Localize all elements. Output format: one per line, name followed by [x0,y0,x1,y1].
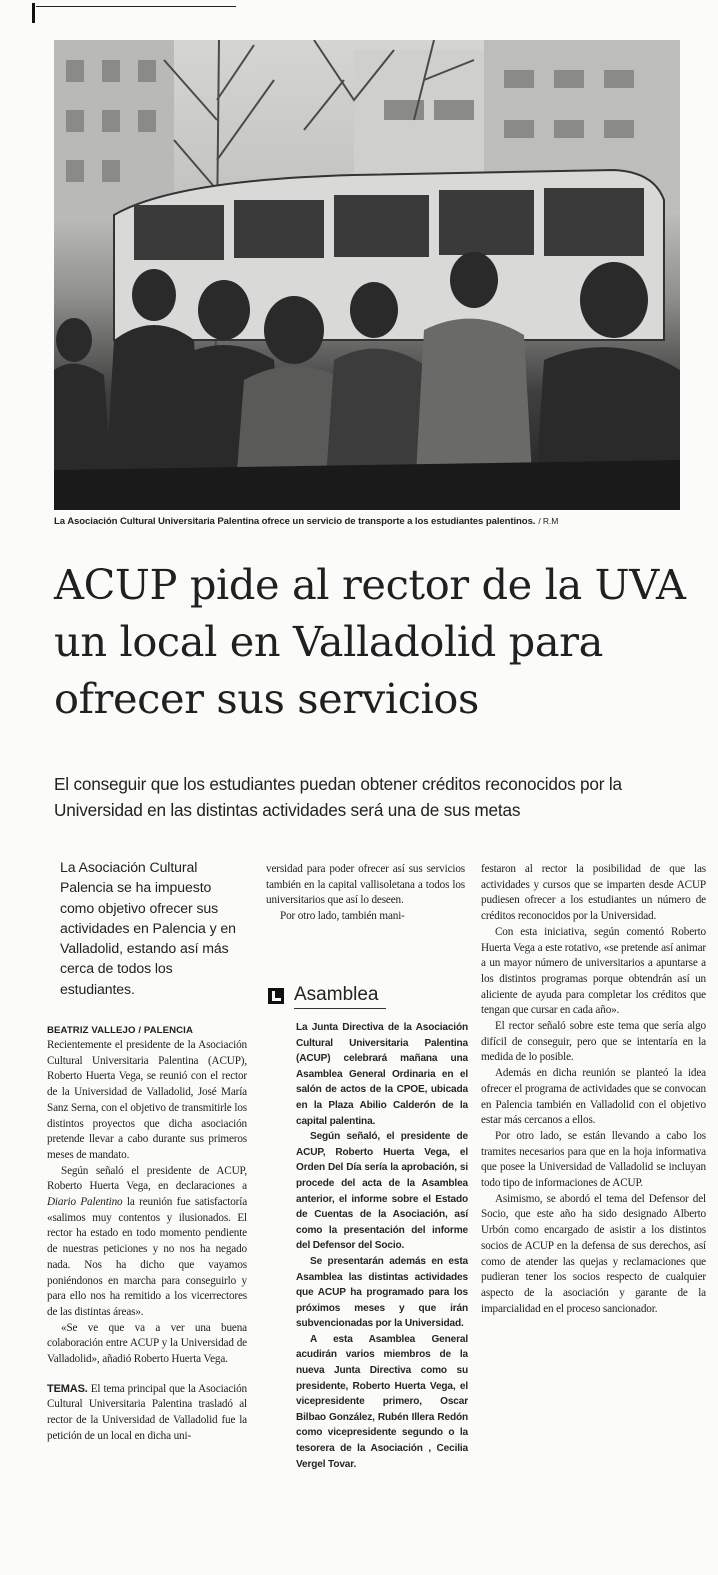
col1-paragraph-3: «Se ve que va a ver una buena colaboración entre ACUP y la Universidad de Valladolid», añadió Roberto Huerta Vega. [47,1321,247,1366]
lead-paragraph: La Asociación Cultural Palencia se ha impuesto como objetivo ofrecer sus actividades en Palencia y en Valladolid, estando así más cerca de todos los estudiantes. [60,859,236,997]
sidebar-box-rule [294,1008,386,1009]
col1-p2-end: la reunión fue satisfactoría «salimos muy contentos y ilusionados. El rector ha estado en todo momento pendiente de nuestras peticiones y no nos ha negado nada. Nos ha dicho que vayamos poniéndonos en marcha para conseguirlo y para ello nos ha remitido a los vicerrectores de las distintas áreas». [47,1196,248,1318]
headline: ACUP pide al rector de la UVA un local en Valladolid para ofrecer sus servicios [54,560,686,723]
column-3 [481,862,706,1317]
col2-paragraph-1: versidad para poder ofrecer así sus servicios también en la capital vallisoletana a todos los universitarios que así lo deseen. [266,863,465,907]
photo-credit: / R.M [538,516,559,526]
box-paragraph-3: Se presentarán además en esta Asamblea las distintas actividades que ACUP ha programado para los próximos meses y que irán subvencionadas por la Universidad. [296,1255,468,1330]
sidebar-box-body [296,1020,468,1472]
col3-paragraph-4: Además en dicha reunión se planteó la idea ofrecer el programa de actividades que se convocan en Palencia también en Valladolid con el objetivo estar más cercanos a ellos. [481,1067,706,1127]
temas-label: TEMAS. [47,1382,88,1395]
box-paragraph-1: La Junta Directiva de la Asociación Cultural Universitaria Palentina (ACUP) celebrará mañana una Asamblea General Ordinaria en el salón de actos de la CPOE, ubicada en la Plaza Abilio Calderón de la capital palentina. [296,1022,468,1127]
box-paragraph-4: A esta Asamblea General acudirán varios miembros de la nueva Junta Directiva como su presidente, Roberto Huerta Vega, el vicepresidente primero, Oscar Bilbao González, Rubén Illera Redón como vicepresidente segundo o la tesorera de la Asociación , Cecilia Vergel Tovar. [296,1333,468,1470]
col3-paragraph-1: festaron al rector la posibilidad de que las actividades y cursos que se imparten desde ACUP pudiesen ofrecer a los estudiantes un número de créditos reconocidos por la Universidad. [481,863,706,923]
temas-text: El tema principal que la Asociación Cultural Universitaria Palentina trasladó al rector de la Universidad de Valladolid fue la petición de un local en dicha uni- [47,1382,247,1442]
col1-paragraph-1: Recientemente el presidente de la Asociación Cultural Universitaria Palentina (ACUP), Roberto Huerta Vega, se reunió con el rector de la Universidad de Valladolid, José María Sanz Serna, con el objetivo de transmitirle los distintos proyectos que dicha asociación pretende llevar a cabo durante sus primeros meses de mandato. [47,1039,247,1161]
clipping-edge-mark [32,3,35,23]
col2-paragraph-2: Por otro lado, también mani- [280,910,405,923]
col3-paragraph-2: Con esta iniciativa, según comentó Roberto Huerta Vega a este rotativo, «se pretende así animar a un mayor número de universitarios a apuntarse a los distintos programas porque obtendrán así un aliciente de ayuda para completar los créditos que tengan que cursar en cada año». [481,925,706,1017]
byline: BEATRIZ VALLEJO / PALENCIA [47,1025,193,1036]
col1-paragraph-2 [47,1164,247,1321]
box-paragraph-2: Según señaló, el presidente de ACUP, Roberto Huerta Vega, el Orden Del Día sería la aprobación, si procede del acta de la Asamblea anterior, el informe sobre el Estado de Cuentas de la Asociación, así como la presentación del informe del Defensor del Socio. [296,1131,468,1252]
col3-paragraph-5: Por otro lado, se están llevando a cabo los tramites necesarios para que en la hoja informativa que posee la Universidad de Valladolid se incluyan todo tipo de informaciones de ACUP. [481,1129,706,1190]
column-1 [47,1023,247,1445]
newspaper-name: Diario Palentino [47,1196,123,1209]
sidebar-box-title: Asamblea [294,984,379,1005]
photo-illustration [54,40,680,510]
col3-paragraph-3: El rector señaló sobre este tema que sería algo difícil de conseguir, pero que se intentaría en la medida de lo posible. [481,1020,706,1064]
subheadline: El conseguir que los estudiantes puedan obtener créditos reconocidos por la Universidad en las distintas actividades será una de sus metas [54,774,622,820]
photo-caption [54,516,680,527]
caption-text: La Asociación Cultural Universitaria Palentina ofrece un servicio de transporte a los estudiantes palentinos. [54,516,536,527]
col1-p2-start: Según señaló el presidente de ACUP, Roberto Huerta Vega, en declaraciones a [47,1164,247,1193]
column-2 [266,862,465,925]
clipping-top-rule [36,6,236,7]
col1-paragraph-temas [47,1382,247,1445]
col3-paragraph-6: Asimismo, se abordó el tema del Defensor del Socio, que este año ha sido designado Alberto Urbón como encargado de asistir a los distintos socios de ACUP en la defensa de sus derechos, así como de atender las quejas y reclamaciones que pudieran tener los socios respecto de cualquier aspecto de la asociación y garante de la imparcialidad en el proceso sancionador. [481,1192,706,1315]
sidebar-box-icon [268,988,284,1004]
news-photo [54,40,680,510]
